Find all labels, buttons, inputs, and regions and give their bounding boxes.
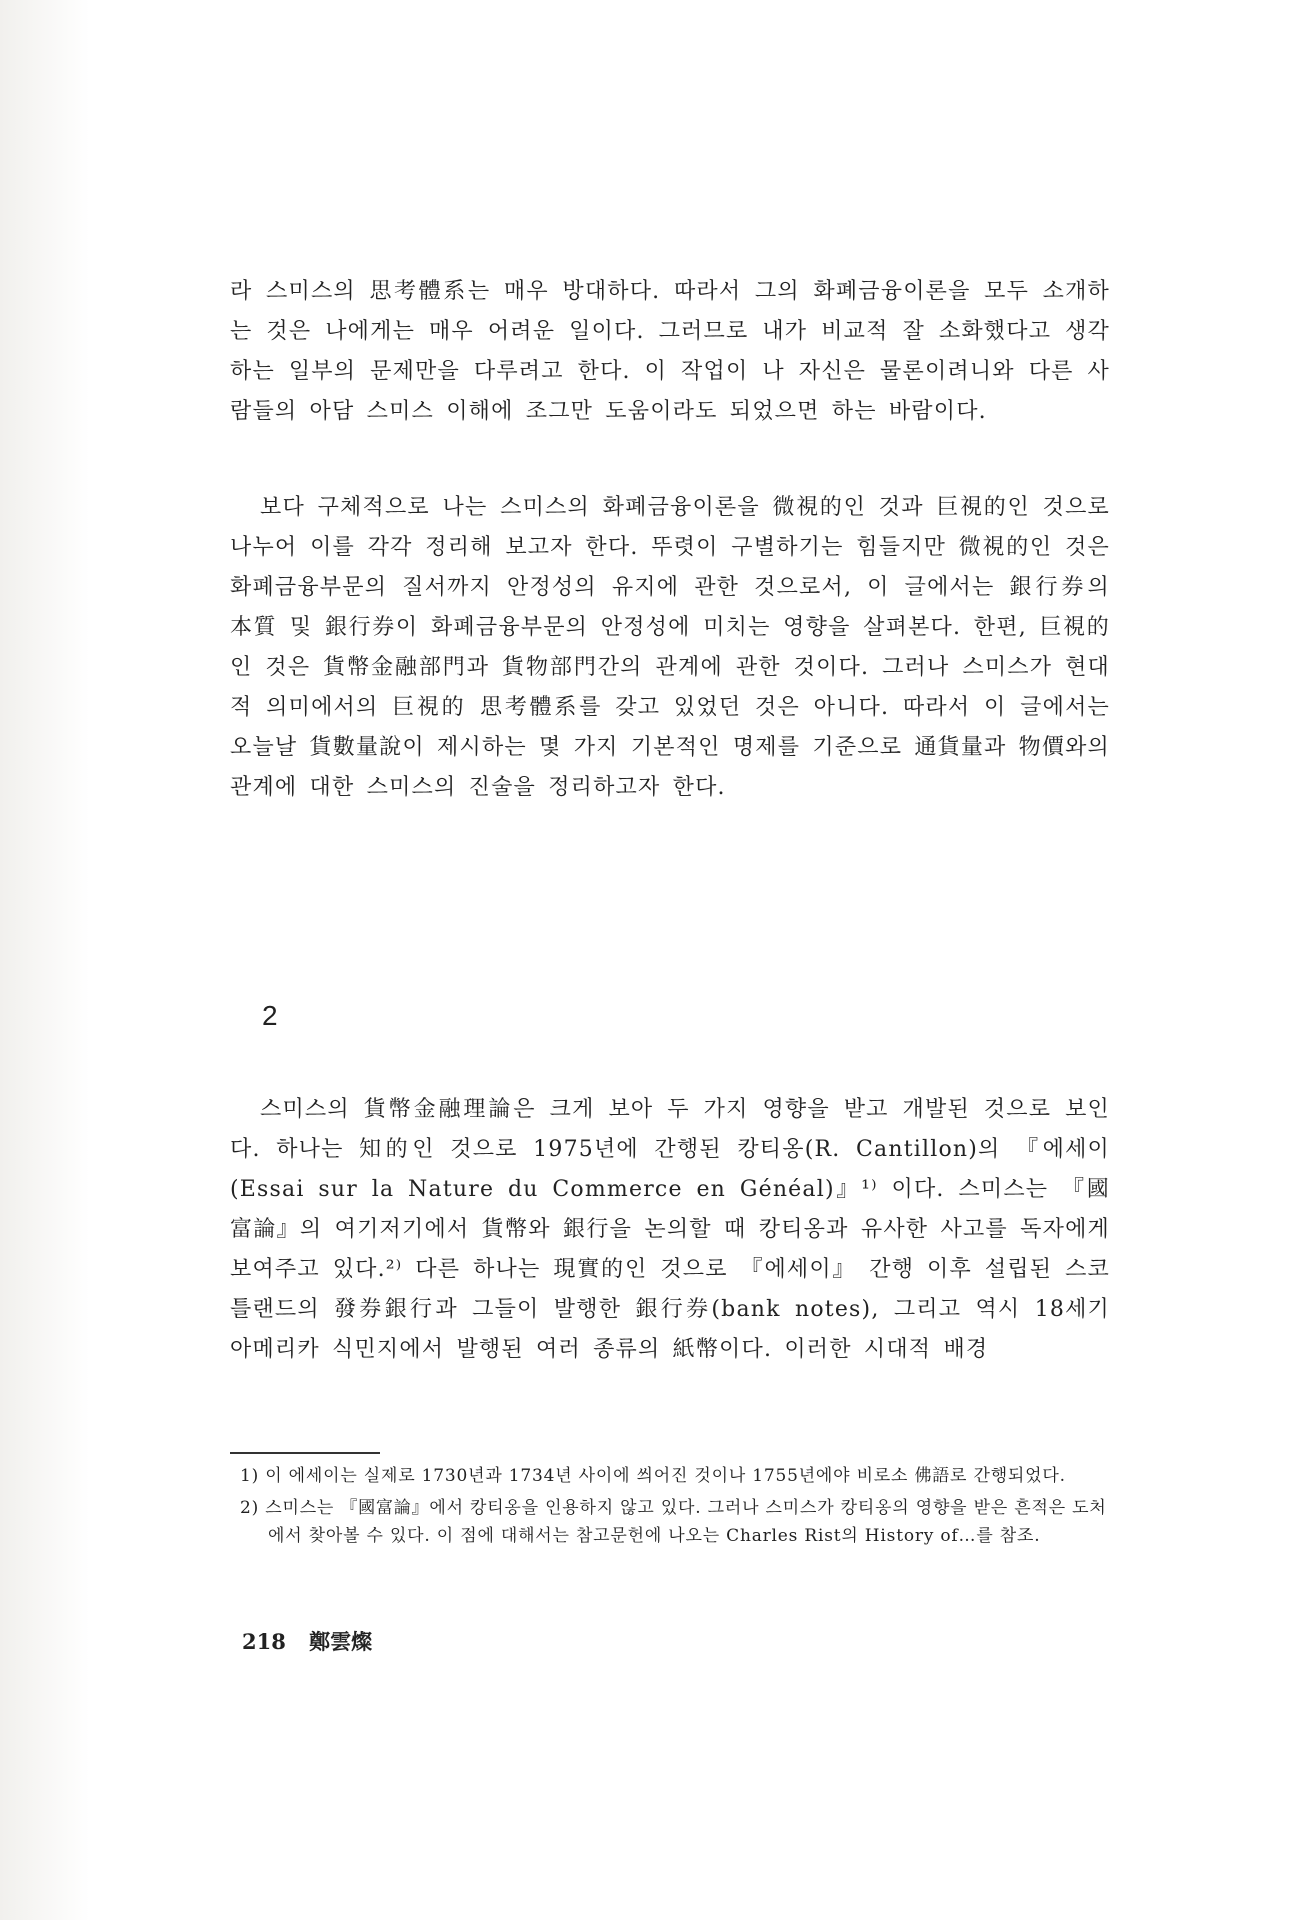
page-footer bbox=[242, 1626, 388, 1656]
body-paragraph-1: 라 스미스의 思考體系는 매우 방대하다. 따라서 그의 화폐금융이론을 모두 소개하는 것은 나에게는 매우 어려운 일이다. 그러므로 내가 비교적 잘 소화했다고 생각하는 일부의 문제만을 다루려고 한다. 이 작업이 나 자신은 물론이려니와 다른 사람들의 아담 스미스 이해에 조그만 도움이라도 되었으면 하는 바람이다. bbox=[230, 279, 1110, 424]
author-name: 鄭雲燦 bbox=[309, 1629, 373, 1654]
body-paragraph-2: 보다 구체적으로 나는 스미스의 화폐금융이론을 微視的인 것과 巨視的인 것으로 나누어 이를 각각 정리해 보고자 한다. 뚜렷이 구별하기는 힘들지만 微視的인 것은 화폐금융부문의 질서까지 안정성의 유지에 관한 것으로서, 이 글에서는 銀行券의 本質 및 銀行券이 화폐금융부문의 안정성에 미치는 영향을 살펴본다. 한편, 巨視的인 것은 貨幣金融部門과 貨物部門간의 관계에 관한 것이다. 그러나 스미스가 현대적 의미에서의 巨視的 思考體系를 갖고 있었던 것은 아니다. 따라서 이 글에서는 오늘날 貨數量說이 제시하는 몇 가지 기본적인 명제를 기준으로 通貨量과 物價와의 관계에 대한 스미스의 진술을 정리하고자 한다. bbox=[230, 495, 1110, 800]
page-edge-shadow bbox=[0, 0, 90, 1920]
body-paragraph-2-container bbox=[230, 488, 1110, 808]
footnote-divider bbox=[230, 1452, 380, 1454]
section-number: 2 bbox=[262, 1000, 278, 1031]
body-paragraph-3-container bbox=[230, 1090, 1110, 1370]
body-paragraph-1-container bbox=[230, 272, 1110, 432]
page-number: 218 bbox=[242, 1629, 286, 1654]
footnote-1: 1) 이 에세이는 실제로 1730년과 1734년 사이에 씌어진 것이나 1755년에야 비로소 佛語로 간행되었다. bbox=[240, 1466, 1066, 1486]
body-paragraph-3: 스미스의 貨幣金融理論은 크게 보아 두 가지 영향을 받고 개발된 것으로 보인다. 하나는 知的인 것으로 1975년에 간행된 캉티옹(R. Cantillon)의 『에세이 (Essai sur la Nature du Commerce en Généal)』¹⁾ 이다. 스미스는 『國富論』의 여기저기에서 貨幣와 銀行을 논의할 때 캉티옹과 유사한 사고를 독자에게 보여주고 있다.²⁾ 다른 하나는 現實的인 것으로 『에세이』 간행 이후 설립된 스코틀랜드의 發券銀行과 그들이 발행한 銀行券(bank notes), 그리고 역시 18세기 아메리카 식민지에서 발행된 여러 종류의 紙幣이다. 이러한 시대적 배경 bbox=[230, 1097, 1110, 1362]
footnote-2: 2) 스미스는 『國富論』에서 캉티옹을 인용하지 않고 있다. 그러나 스미스가 캉티옹의 영향을 받은 흔적은 도처에서 찾아볼 수 있다. 이 점에 대해서는 참고문헌에 나오는 Charles Rist의 History of…를 참조. bbox=[240, 1498, 1107, 1546]
footnotes bbox=[240, 1462, 1110, 1554]
